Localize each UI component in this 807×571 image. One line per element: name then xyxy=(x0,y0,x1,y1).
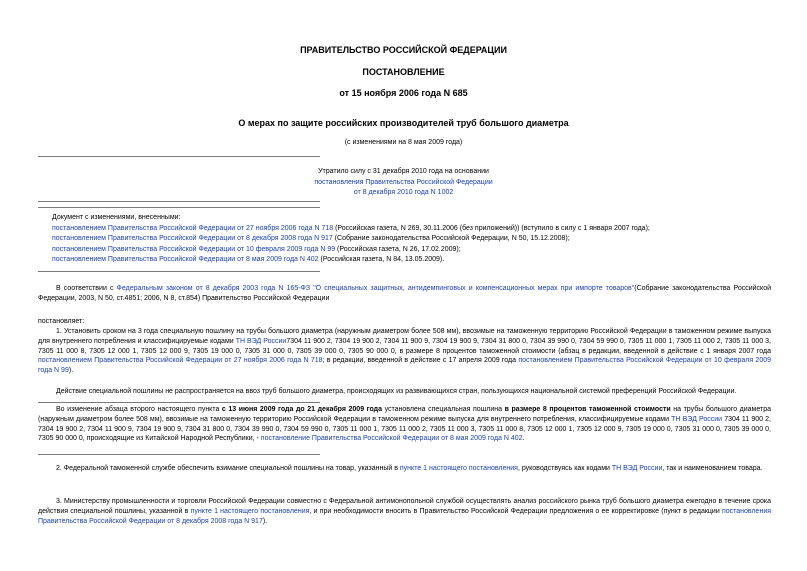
federal-law-link[interactable]: Федеральным законом от 8 декабря 2003 года N 165-ФЗ "О специальных защитных, антидемпинговых и компенсационных мерах при импорте товаров" xyxy=(116,285,635,292)
change-text: (Российская газета, N 26, 17.02.2009); xyxy=(335,245,461,253)
item-1-link[interactable]: пункте 1 настоящего постановления xyxy=(399,465,518,472)
change-link[interactable]: постановлением Правительства Российской Федерации от 8 декабря 2008 года N 917 xyxy=(52,235,333,242)
change-text: (Российская газета, N 84, 13.05.2009). xyxy=(318,256,445,263)
temporary-duty-paragraph: Во изменение абзаца второго настоящего пункта с 13 июня 2009 года до 21 декабря 2009 года установлена специальная пошлина в размере 8 процентов таможенной стоимости на трубы большого диаметра (наружным диаметром более 508 мм), ввозимые на таможенную территорию Российской Федерации в таможенном режиме выпуска для внутреннего потребления, классифицируемые кодами ТН ВЭД России 7304 11 900 2, 7304 19 900 2, 7304 11 900 9, 7304 19 900 9, 7304 31 800 0, 7304 39 990 0, 7304 59 990 0, 7305 11 000 1, 7305 11 000 2, 7305 11 000 3, 7305 11 000 8, 7305 12 000 1, 7305 12 000 9, 7305 19 000 0, 7305 31 000 0, 7305 39 000 0, 7305 90 000 0, происходящие из Китайской Народной Республики, - постановление Правительства Российской Федерации от 8 мая 2009 года N 402. xyxy=(38,406,772,443)
document-date-number: от 15 ноября 2006 года N 685 xyxy=(339,88,468,98)
change-item xyxy=(52,234,771,245)
change-text: (Собрание законодательства Российской Федерации, N 50, 15.12.2008); xyxy=(332,235,570,242)
change-item xyxy=(52,245,771,256)
expiry-link-date[interactable]: от 8 декабря 2010 года N 1002 xyxy=(353,189,454,196)
decree-402-link[interactable]: постановление Правительства Российской Федерации от 8 мая 2009 года N 402 xyxy=(260,435,523,443)
expiry-link[interactable]: постановления Правительства Российской Федерации xyxy=(314,178,493,186)
tn-ved-link[interactable]: ТН ВЭД России xyxy=(611,465,663,472)
change-link[interactable]: постановлением Правительства Российской Федерации от 10 февраля 2009 года N 99 xyxy=(52,245,336,253)
change-link[interactable]: постановлением Правительства Российской Федерации от 27 ноября 2006 года N 718 xyxy=(52,224,334,232)
change-item xyxy=(52,224,771,235)
expiry-text: Утратило силу с 31 декабря 2010 года на основании xyxy=(318,168,489,175)
item-2-paragraph: 2. Федеральной таможенной службе обеспечить взимание специальной пошлины на товар, указанный в пункте 1 настоящего постановления, руководствуясь как кодами ТН ВЭД России, так и наименованием товара. xyxy=(56,465,763,472)
period-bold: с 13 июня 2009 года до 21 декабря 2009 года xyxy=(221,406,382,413)
divider xyxy=(38,201,320,202)
divider xyxy=(38,271,320,272)
decree-99-link[interactable]: постановлением Правительства Российской Федерации от 10 февраля 2009 года N 99 xyxy=(38,357,771,375)
decree-718-link[interactable]: постановлением Правительства Российской Федерации от 27 ноября 2006 года N 718 xyxy=(38,357,323,365)
tn-ved-link[interactable]: ТН ВЭД России xyxy=(671,415,723,423)
item-1-paragraph: 1. Установить сроком на 3 года специальную пошлину на трубы большого диаметра (наружным диаметром более 508 мм), ввозимые на таможенную территорию Российской Федерации в таможенном режиме выпуска для внутреннего потребления и классифицируемые кодами ТН ВЭД России7304 11 900 2, 7304 19 900 2, 7304 11 900 9, 7304 19 900 9, 7304 31 800 0, 7304 39 990 0, 7304 59 990 0, 7305 11 000 1, 7305 11 000 2, 7305 11 000 3, 7305 11 000 8, 7305 12 000 1, 7305 12 000 9, 7305 19 000 0, 7305 31 000 0, 7305 39 000 0, 7305 90 000 0, в размере 8 процентов таможенной стоимости (абзац в редакции, введенной в действие с 1 января 2007 года постановлением Правительства Российской Федерации от 27 ноября 2006 года N 718; в редакции, введенной в действие с 17 апреля 2009 года постановлением Правительства Российской Федерации от 10 февраля 2009 года N 99). xyxy=(38,328,771,375)
decides-label: постановляет: xyxy=(38,318,85,325)
preamble-paragraph: В соответствии с Федеральным законом от 8 декабря 2003 года N 165-ФЗ "О специальных защитных, антидемпинговых и компенсационных мерах при импорте товаров"(Собрание законодательства Российской Федерации, 2003, N 50, ст.4851; 2006, N 8, ст.854) Правительство Российской Федерации xyxy=(38,285,772,302)
document-title: О мерах по защите российских производителей труб большого диаметра xyxy=(238,118,569,128)
government-heading: ПРАВИТЕЛЬСТВО РОССИЙСКОЙ ФЕДЕРАЦИИ xyxy=(300,45,507,55)
divider xyxy=(38,454,320,455)
rate-bold: в размере 8 процентов таможенной стоимости xyxy=(504,406,671,413)
change-link[interactable]: постановлением Правительства Российской Федерации от 8 мая 2009 года N 402 xyxy=(52,256,319,263)
expiry-notice xyxy=(0,167,807,199)
decree-917-link[interactable]: постановления Правительства Российской Федерации от 8 декабря 2008 года N 917 xyxy=(38,507,772,525)
divider xyxy=(38,207,320,208)
change-item xyxy=(52,255,771,266)
document-type: ПОСТАНОВЛЕНИЕ xyxy=(362,67,445,77)
amendments-note: (с изменениями на 8 мая 2009 года) xyxy=(344,139,463,146)
item-3-paragraph: 3. Министерству промышленности и торговли Российской Федерации совместно с Федеральной антимонопольной службой осуществлять анализ российского рынка труб большого диаметра ежегодно в течение срока действия специальной пошлины, указанной в пункте 1 настоящего постановления, и при необходимости вносить в Правительство Российской Федерации предложения о ее корректировке (пункт в редакции постановления Правительства Российской Федерации от 8 декабря 2008 года N 917). xyxy=(38,498,772,525)
item-1-link[interactable]: пункте 1 настоящего постановления xyxy=(190,507,310,515)
changes-list xyxy=(52,213,771,266)
divider xyxy=(38,156,320,157)
preferences-paragraph: Действие специальной пошлины не распространяется на ввоз труб большого диаметра, происходящих из развивающихся стран, пользующихся национальной системой преференций Российской Федерации. xyxy=(56,388,737,395)
divider xyxy=(38,402,320,403)
changes-heading: Документ с изменениями, внесенными: xyxy=(52,214,181,221)
tn-ved-link[interactable]: ТН ВЭД России xyxy=(235,337,287,345)
change-text: (Российская газета, N 269, 30.11.2006 (без приложений)) (вступило в силу с 1 января 2007 года); xyxy=(333,224,650,232)
